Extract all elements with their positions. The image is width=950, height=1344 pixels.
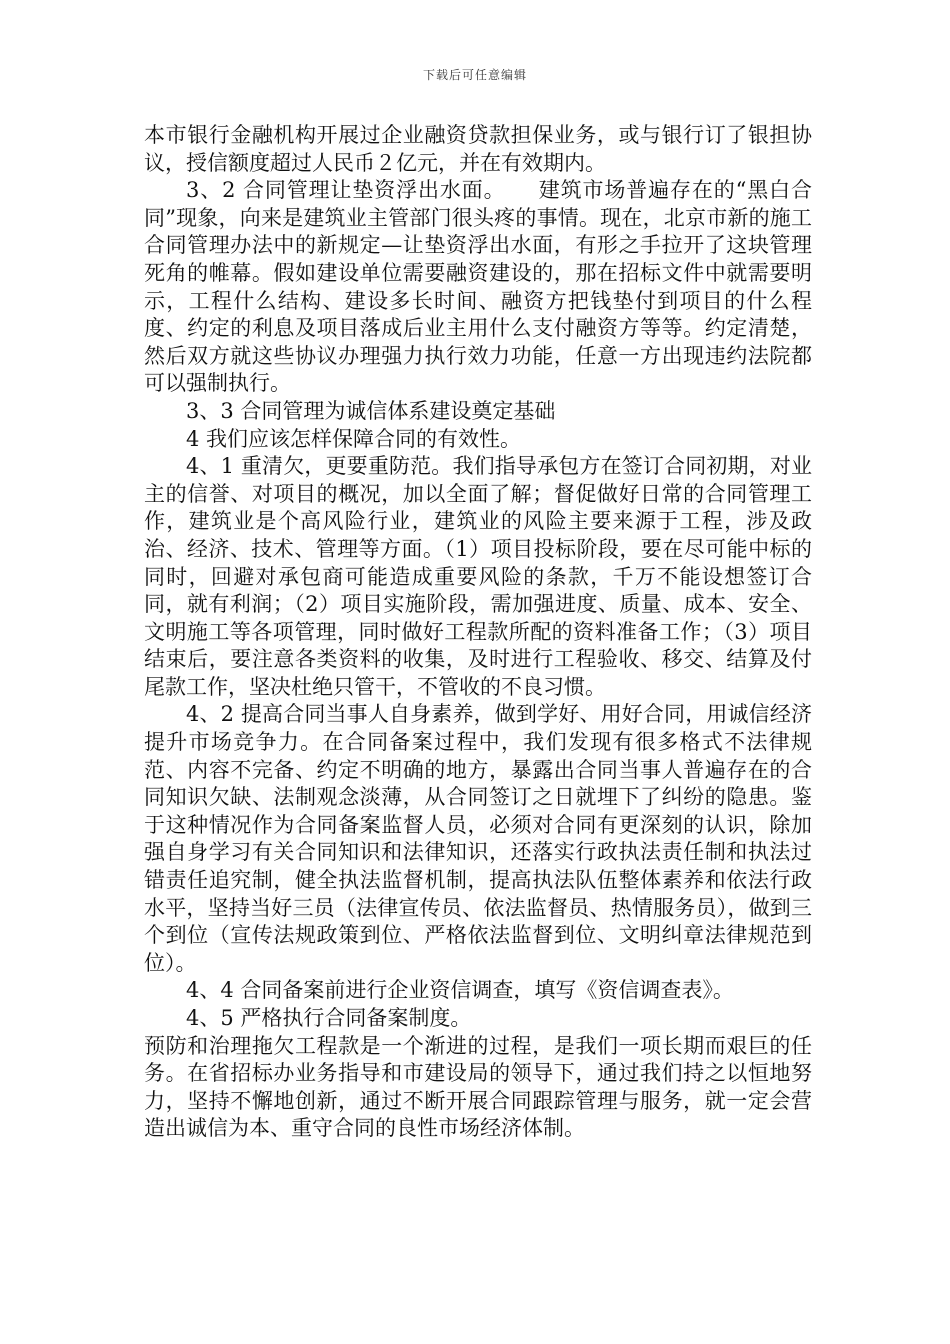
paragraph-4-2: 4、2 提高合同当事人自身素养，做到学好、用好合同，用诚信经济提升市场竞争力。在合同备案过程中，我们发现有很多格式不法律规范、内容不完备、约定不明确的地方，暴露出合同当事人普遍存在的合同知识欠缺、法制观念淡薄，从合同签订之日就埋下了纠纷的隐患。鉴于这种情况作为合同备案监督人员，必须对合同有更深刻的认识，除加强自身学习有关合同知识和法律知识，还落实行政执法责任制和执法过错责任追究制，健全执法监督机制，提高执法队伍整体素养和依法行政水平，坚持当好三员（法律宣传员、依法监督员、热情服务员），做到三个到位（宣传法规政策到位、严格依法监督到位、文明纠章法律规范到位）。 — [144, 702, 812, 975]
paragraph-3-3: 3、3 合同管理为诚信体系建设奠定基础 — [186, 398, 556, 423]
paragraph-4-heading: 4 我们应该怎样保障合同的有效性。 — [186, 426, 522, 451]
paragraph-4-4: 4、4 合同备案前进行企业资信调查，填写《资信调查表》。 — [186, 978, 734, 1003]
paragraph-conclusion: 预防和治理拖欠工程款是一个渐进的过程，是我们一项长期而艰巨的任务。在省招标办业务指导和市建设局的领导下，通过我们持之以恒地努力，坚持不懈地创新，通过不断开展合同跟踪管理与服务，就一定会营造出诚信为本、重守合同的良性市场经济体制。 — [144, 1033, 812, 1141]
document-body — [144, 122, 812, 1143]
paragraph-credit-guarantee: 本市银行金融机构开展过企业融资贷款担保业务，或与银行订了银担协议，授信额度超过人民币２亿元，并在有效期内。 — [144, 123, 812, 175]
paragraph-3-2: 3、2 合同管理让垫资浮出水面。 建筑市场普遍存在的“黑白合同”现象，向来是建筑业主管部门很头疼的事情。现在，北京市新的施工合同管理办法中的新规定—让垫资浮出水面，有形之手拉开了这块管理死角的帷幕。假如建设单位需要融资建设的，那在招标文件中就需要明示，工程什么结构、建设多长时间、融资方把钱垫付到项目的什么程度、约定的利息及项目落成后业主用什么支付融资方等等。约定清楚，然后双方就这些协议办理强力执行效力功能，任意一方出现违约法院都可以强制执行。 — [144, 178, 812, 396]
paragraph-4-5: 4、5 严格执行合同备案制度。 — [186, 1006, 472, 1030]
page-header: 下载后可任意编辑 — [422, 68, 527, 82]
paragraph-4-1: 4、1 重清欠，更要重防范。我们指导承包方在签订合同初期，对业主的信誉、对项目的概况，加以全面了解；督促做好日常的合同管理工作，建筑业是个高风险行业，建筑业的风险主要来源于工程，涉及政治、经济、技术、管理等方面。（1）项目投标阶段，要在尽可能中标的同时，回避对承包商可能造成重要风险的条款，千万不能设想签订合同，就有利润；（2）项目实施阶段，需加强进度、质量、成本、安全、文明施工等各项管理，同时做好工程款所配的资料准备工作；（3）项目结束后，要注意各类资料的收集，及时进行工程验收、移交、结算及付尾款工作，坚决杜绝只管干，不管收的不良习惯。 — [144, 454, 812, 699]
